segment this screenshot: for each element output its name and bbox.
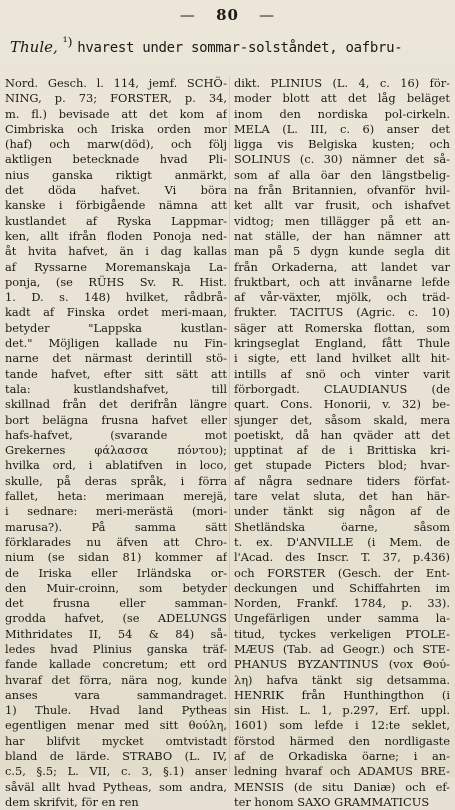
text-line: inom den nordiska pol-cirkeln. xyxy=(234,106,450,121)
text-line: förborgadt. CLAUDIANUS (de xyxy=(234,381,450,396)
text-line: aktligen betecknade hvad Pli- xyxy=(5,152,227,167)
text-line: egentligen menar med sitt θούλη, xyxy=(5,718,227,733)
text-line: quart. Cons. Honorii, v. 32) be- xyxy=(234,397,450,412)
text-line: 1. D. s. 148) hvilket, rådbrå- xyxy=(5,290,227,305)
text-line: intills af snö och vinter varit xyxy=(234,366,450,381)
text-line: man på 5 dygn kunde segla dit xyxy=(234,244,450,259)
text-line: i sigte, ett land hvilket allt hit- xyxy=(234,351,450,366)
text-line: ligga vis Belgiska kusten; och xyxy=(234,137,450,152)
text-line: det." Möjligen kallade nu Fin- xyxy=(5,336,227,351)
running-title-line xyxy=(10,34,450,56)
text-line: från Orkaderna, att landet var xyxy=(234,259,450,274)
text-line: den Muir-croinn, som betyder xyxy=(5,580,227,595)
text-line: af vår-växter, mjölk, och träd- xyxy=(234,290,450,305)
text-line: ponja, (se RÜHS Sv. R. Hist. xyxy=(5,274,227,289)
text-line: Grekernes φάλασσα πόντου); xyxy=(5,443,227,458)
text-line: hafs-hafvet, (svarande mot xyxy=(5,427,227,442)
text-line: under tänkt sig någon af de xyxy=(234,504,450,519)
text-line: ter honom SAXO GRAMMATICUS xyxy=(234,794,430,809)
text-line: na från Britannien, ofvanför hvil- xyxy=(234,183,450,198)
text-line: HENRIK från Hunthingthon (i xyxy=(234,687,450,702)
text-line: tande hafvet, efter sitt sätt att xyxy=(5,366,227,381)
text-line: tare velat sluta, det han här- xyxy=(234,489,450,504)
text-line: som af alla öar den längstbelig- xyxy=(234,167,450,182)
text-line: m. fl.) bevisade att det kom af xyxy=(5,106,227,121)
text-line: λη) hafva tänkt sig detsamma. xyxy=(234,672,450,687)
text-line: hvilka ord, i ablatifven in loco, xyxy=(5,458,227,473)
text-line: fande kallade concretum; ett ord xyxy=(5,657,227,672)
text-line: i sednare: meri-merästä (mori- xyxy=(5,504,227,519)
text-line: det döda hafvet. Vi böra xyxy=(5,183,227,198)
text-line: get stupade Picters blod; hvar- xyxy=(234,458,450,473)
text-line: af de Orkadiska öarne; i an- xyxy=(234,749,450,764)
text-line: 1) Thule. Hvad land Pytheas xyxy=(5,703,227,718)
text-line: Ungefärligen under samma la- xyxy=(234,611,450,626)
text-line: ken, allt ifrån floden Ponoja ned- xyxy=(5,228,227,243)
text-line: skulle, på deras språk, i förra xyxy=(5,473,227,488)
header-dash-left: — xyxy=(179,6,196,24)
text-line: nius ganska riktigt anmärkt, xyxy=(5,167,227,182)
text-line: förstod härmed den nordligaste xyxy=(234,733,450,748)
title-footnote-mark: ¹) xyxy=(62,34,73,49)
text-line: sin Hist. L. 1, p.297, Erf. uppl. xyxy=(234,703,450,718)
text-line: SOLINUS (c. 30) nämner det så- xyxy=(234,152,450,167)
text-line: NING, p. 73; FORSTER, p. 34, xyxy=(5,91,227,106)
text-line: Nord. Gesch. l. 114, jemf. SCHÖ- xyxy=(5,76,227,90)
text-line: betyder "Lappska kustlan- xyxy=(5,320,227,335)
text-line: tala: kustlandshafvet, till xyxy=(5,381,227,396)
title-word: Thule, xyxy=(10,38,58,56)
text-line: och FORSTER (Gesch. der Ent- xyxy=(234,565,450,580)
text-line: narne det närmast derintill stö- xyxy=(5,351,227,366)
text-line: såväl allt hvad Pytheas, som andra, xyxy=(5,779,227,794)
text-line: nat ställe, der han nämner att xyxy=(234,228,450,243)
text-line: ledes hvad Plinius ganska träf- xyxy=(5,641,227,656)
text-line: anses vara sammandraget. xyxy=(5,687,227,702)
text-line: skillnad från det derifrån längre xyxy=(5,397,227,412)
text-line: MENSIS (de situ Daniæ) och ef- xyxy=(234,779,450,794)
title-rest: hvarest under sommar-solståndet, oafbru- xyxy=(77,40,403,56)
text-line: har blifvit mycket omtvistadt xyxy=(5,733,227,748)
text-line: åt hvita hafvet, än i dag kallas xyxy=(5,244,227,259)
text-line: poetiskt, då han qväder att det xyxy=(234,427,450,442)
text-line: frukter. TACITUS (Agric. c. 10) xyxy=(234,305,450,320)
page-number: 80 xyxy=(216,6,239,24)
column-gutter xyxy=(229,76,230,772)
page-header xyxy=(0,6,455,24)
text-line: ket allt var frusit, och ishafvet xyxy=(234,198,450,213)
text-line: (haf) och marw(död), och följ xyxy=(5,137,227,152)
text-line: nium (se sidan 81) kommer af xyxy=(5,550,227,565)
text-line: c.5, §.5; L. VII, c. 3, §.1) anser xyxy=(5,764,227,779)
text-line: moder blott att det låg beläget xyxy=(234,91,450,106)
text-line: 1601) som lefde i 12:te seklet, xyxy=(234,718,450,733)
text-line: Cimbriska och Iriska orden mor xyxy=(5,121,227,136)
text-line: titud, tyckes verkeligen PTOLE- xyxy=(234,626,450,641)
text-line: Mithridates II, 54 & 84) så- xyxy=(5,626,227,641)
text-line: t. ex. D'ANVILLE (i Mem. de xyxy=(234,534,450,549)
text-line: kustlandet af Ryska Lappmar- xyxy=(5,213,227,228)
text-line: dem skrifvit, för en ren xyxy=(5,794,139,809)
text-line: fallet, heta: merimaan merejä, xyxy=(5,489,227,504)
text-line: kadt af Finska ordet meri-maan, xyxy=(5,305,227,320)
text-line: marusa?). På samma sätt xyxy=(5,519,227,534)
text-line: säger att Romerska flottan, som xyxy=(234,320,450,335)
text-line: kanske i förbigående nämna att xyxy=(5,198,227,213)
text-line: de Iriska eller Irländska or- xyxy=(5,565,227,580)
header-dash-right: — xyxy=(259,6,276,24)
footnote-column-right xyxy=(234,76,450,810)
text-line: bland de lärde. STRABO (L. IV, xyxy=(5,749,227,764)
text-line: af Ryssarne Moremanskaja La- xyxy=(5,259,227,274)
text-line: bort belägna frusna hafvet eller xyxy=(5,412,227,427)
text-line: dikt. PLINIUS (L. 4, c. 16) för- xyxy=(234,76,450,90)
text-line: grodda hafvet, (se ADELUNGS xyxy=(5,611,227,626)
text-line: MELA (L. III, c. 6) anser det xyxy=(234,121,450,136)
text-line: af några sednare tiders förfat- xyxy=(234,473,450,488)
text-line: ledning hvaraf och ADAMUS BRE- xyxy=(234,764,450,779)
text-line: upptinat af de i Brittiska kri- xyxy=(234,443,450,458)
text-line: PHANUS BYZANTINUS (vox Θού- xyxy=(234,657,450,672)
text-line: Shetländska öarne, såsom xyxy=(234,519,450,534)
text-line: deckungen und Schiffahrten im xyxy=(234,580,450,595)
text-line: förklarades nu äfven att Chro- xyxy=(5,534,227,549)
text-line: vidtog; men tillägger på ett an- xyxy=(234,213,450,228)
text-line: sjunger det, såsom skald, mera xyxy=(234,412,450,427)
text-line: kringseglat England, fått Thule xyxy=(234,336,450,351)
text-line: MÆUS (Tab. ad Geogr.) och STE- xyxy=(234,641,450,656)
text-line: det frusna eller samman- xyxy=(5,596,227,611)
text-line: hvaraf det förra, nära nog, kunde xyxy=(5,672,227,687)
text-line: fruktbart, och att invånarne lefde xyxy=(234,274,450,289)
text-line: l'Acad. des Inscr. T. 37, p.436) xyxy=(234,550,450,565)
footnote-column-left xyxy=(5,76,227,810)
text-line: Norden, Frankf. 1784, p. 33). xyxy=(234,596,450,611)
